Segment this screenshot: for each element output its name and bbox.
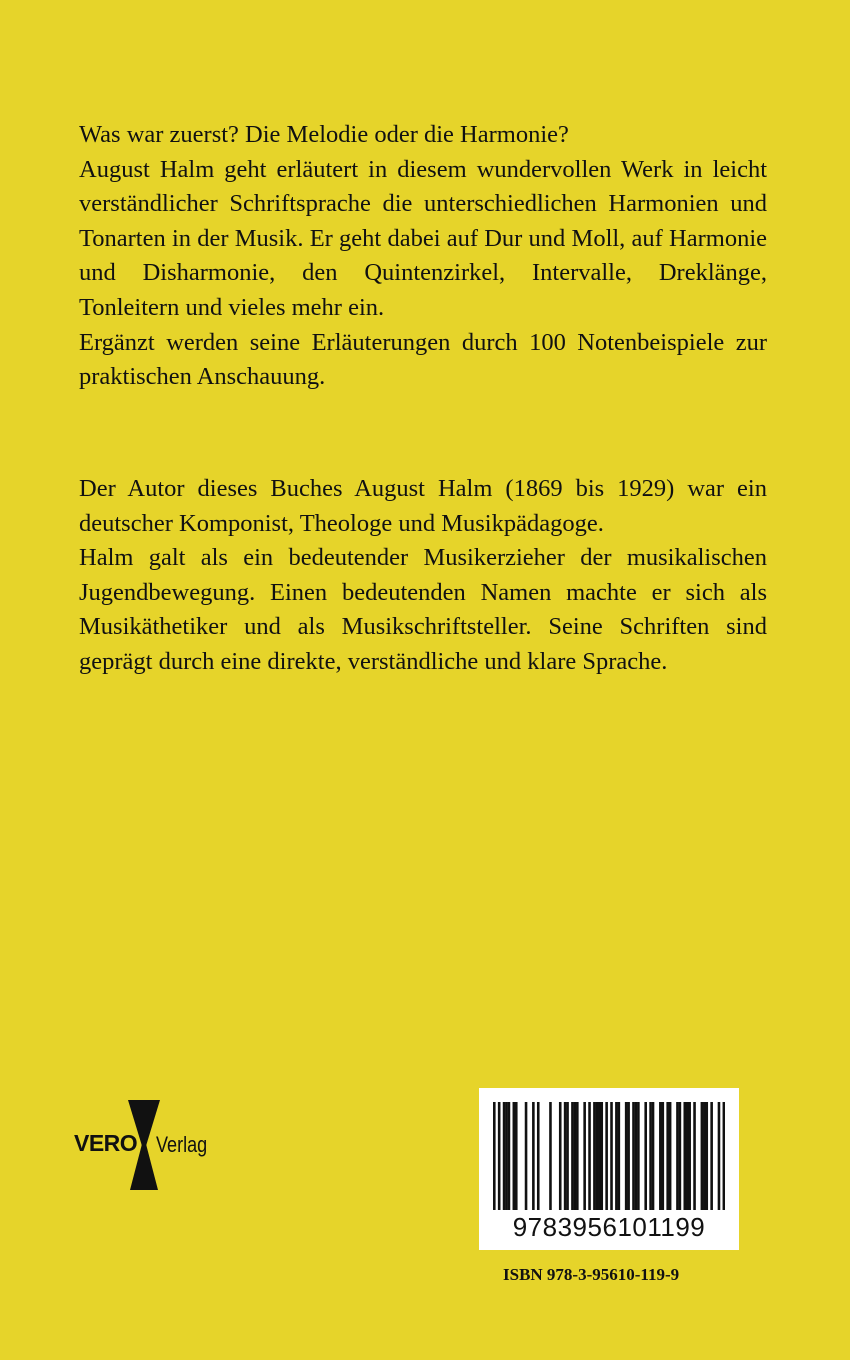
barcode-bars-icon — [493, 1102, 725, 1210]
barcode-digits: 9783956101199 — [512, 1212, 706, 1242]
author-bio-text: Halm galt als ein bedeutender Musikerzieher der musikalischen Jugendbewegung. Einen bedeutenden Namen machte er sich als Musikäthetiker und als Musikschriftsteller. Seine Schriften sind geprägt durch eine direkte, verständliche und klare Sprache. — [79, 544, 767, 675]
note-examples-text: Ergänzt werden seine Erläuterungen durch 100 Notenbeispiele zur praktischen Anschauung. — [79, 328, 767, 391]
logo-vero-text: VERO — [74, 1130, 138, 1156]
publisher-logo — [74, 1100, 224, 1190]
isbn-number: ISBN 978-3-95610-119-9 — [503, 1265, 680, 1284]
description-paragraph — [79, 118, 767, 395]
logo-verlag-text: Verlag — [156, 1132, 208, 1157]
author-paragraph — [79, 472, 767, 680]
description-text: August Halm geht erläutert in diesem wundervollen Werk in leicht verständlicher Schriftsprache die unterschiedlichen Harmonien und Tonarten in der Musik. Er geht dabei auf Dur und Moll, auf Harmonie und Disharmonie, den Quintenzirkel, Intervalle, Dreklänge, Tonleitern und vieles mehr ein. — [79, 155, 767, 321]
author-intro-text: Der Autor dieses Buches August Halm (1869 bis 1929) war ein deutscher Komponist, Theologe und Musikpädagoge. — [79, 475, 767, 537]
barcode — [479, 1088, 739, 1250]
question-line: Was war zuerst? Die Melodie oder die Harmonie? — [79, 121, 569, 148]
